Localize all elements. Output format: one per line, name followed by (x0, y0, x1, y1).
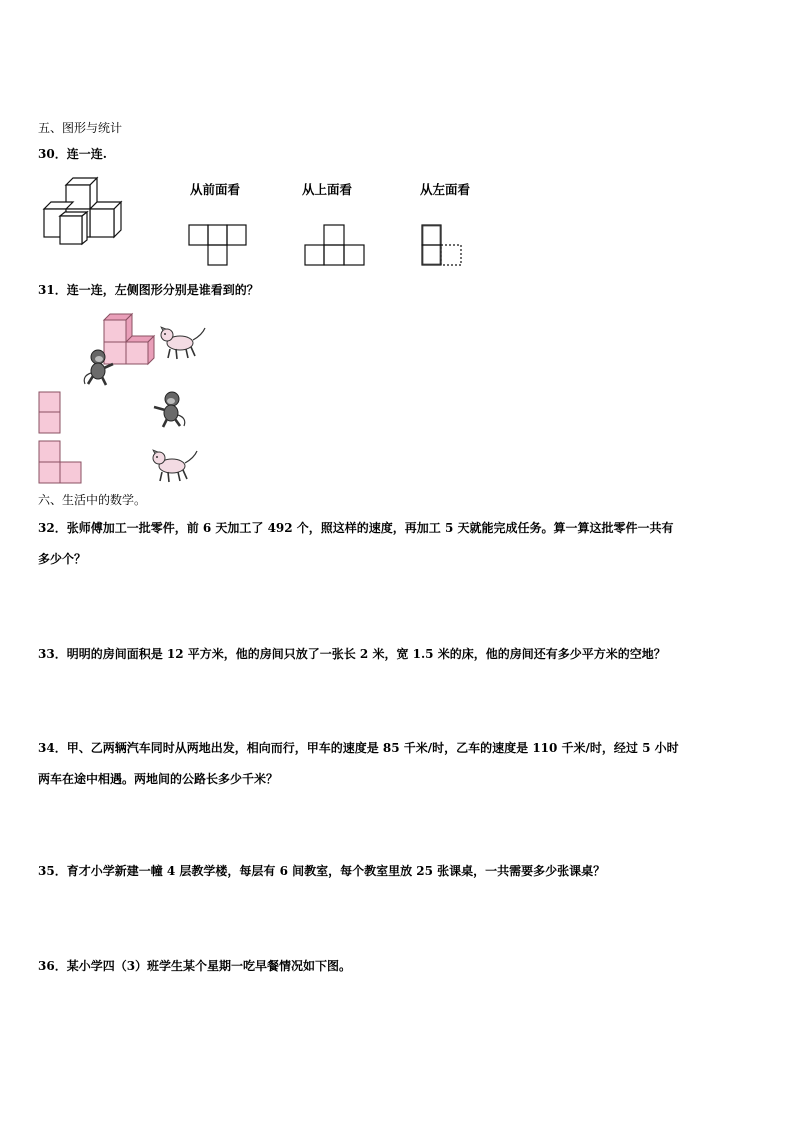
section-6-title: 六、生活中的数学。 (38, 493, 147, 507)
monkey-icon (150, 390, 190, 430)
view-label-top: 从上面看 (302, 182, 353, 197)
question-32-line-1: 32．张师傅加工一批零件，前 6 天加工了 492 个，照这样的速度，再加工 5 天就能完成任务。算一算这批零件一共有 (38, 521, 674, 535)
question-36: 36．某小学四（3）班学生某个星期一吃早餐情况如下图。 (38, 959, 352, 973)
q30-cube-figure (40, 178, 130, 248)
q31-shape-l (38, 440, 84, 486)
q31-shape-two-stack (38, 391, 62, 435)
section-5-title: 五、图形与统计 (38, 121, 123, 135)
view-shape-top (304, 224, 366, 266)
view-label-left: 从左面看 (420, 182, 471, 197)
dog-icon (158, 325, 208, 361)
question-35: 35．育才小学新建一幢 4 层教学楼，每层有 6 间教室，每个教室里放 25 张课桌，一共需要多少张课桌？ (38, 864, 606, 878)
question-30: 30．连一连. (38, 147, 107, 161)
question-32-line-2: 多少个？ (38, 552, 87, 566)
question-34-line-1: 34．甲、乙两辆汽车同时从两地出发，相向而行，甲车的速度是 85 千米/时，乙车的速度是 110 千米/时，经过 5 小时 (38, 741, 679, 755)
monkey-icon (80, 348, 120, 388)
view-label-front: 从前面看 (190, 182, 241, 197)
question-34-line-2: 两车在途中相遇。两地间的公路长多少千米？ (38, 772, 279, 786)
dog-icon (150, 448, 200, 484)
view-shape-left (421, 224, 465, 268)
view-shape-front (188, 224, 248, 266)
question-31: 31．连一连，左侧图形分别是谁看到的？ (38, 283, 259, 297)
question-33: 33．明明的房间面积是 12 平方米，他的房间只放了一张长 2 米，宽 1.5 米的床，他的房间还有多少平方米的空地？ (38, 647, 666, 661)
